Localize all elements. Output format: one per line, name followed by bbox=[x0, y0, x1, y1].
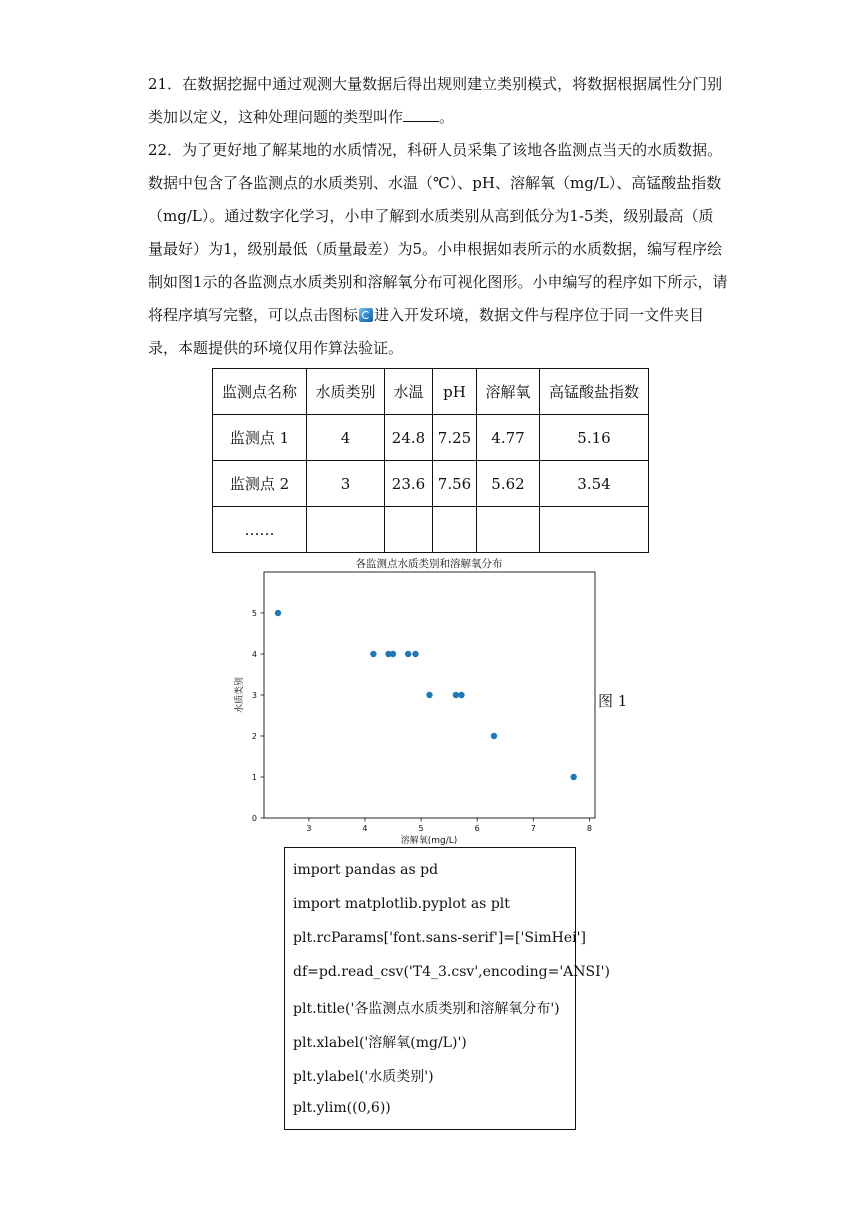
table-row bbox=[213, 415, 649, 461]
q21-text: 21．在数据挖掘中通过观测大量数据后得出规则建立类别模式，将数据根据属性分门别类加以定义，这种处理问题的类型叫作 bbox=[148, 75, 723, 126]
table-cell: 7.25 bbox=[433, 415, 477, 461]
table-cell: …… bbox=[213, 507, 307, 553]
y-tick-label: 1 bbox=[251, 773, 257, 782]
table-cell bbox=[540, 507, 649, 553]
table-cell bbox=[433, 507, 477, 553]
table-cell bbox=[385, 507, 433, 553]
table-cell: 3.54 bbox=[540, 461, 649, 507]
answer-blank[interactable] bbox=[403, 107, 439, 122]
scatter-points bbox=[275, 610, 577, 780]
question-22 bbox=[148, 134, 728, 365]
table-cell: 7.56 bbox=[433, 461, 477, 507]
x-tick-label: 3 bbox=[306, 824, 312, 833]
y-axis-ticks bbox=[252, 609, 264, 823]
table-cell: 监测点 1 bbox=[213, 415, 307, 461]
table-cell: 5.62 bbox=[477, 461, 540, 507]
data-point bbox=[390, 651, 396, 657]
code-line: plt.title('各监测点水质类别和溶解氧分布') bbox=[293, 1001, 560, 1017]
table-row bbox=[213, 461, 649, 507]
table-cell: 3 bbox=[307, 461, 385, 507]
table-cell: 5.16 bbox=[540, 415, 649, 461]
table-cell: 24.8 bbox=[385, 415, 433, 461]
code-line: plt.rcParams['font.sans-serif']=['SimHei'] bbox=[293, 930, 586, 946]
x-axis-label: 溶解氧(mg/L) bbox=[400, 836, 458, 846]
code-line: plt.xlabel('溶解氧(mg/L)') bbox=[293, 1035, 467, 1051]
x-tick-label: 7 bbox=[530, 824, 536, 833]
data-point bbox=[453, 692, 459, 698]
data-point bbox=[275, 610, 281, 616]
code-line: import matplotlib.pyplot as plt bbox=[293, 896, 510, 912]
data-point bbox=[405, 651, 411, 657]
header-cell: 水质类别 bbox=[307, 369, 385, 415]
header-cell: 水温 bbox=[385, 369, 433, 415]
y-tick-label: 3 bbox=[251, 691, 257, 700]
x-tick-label: 8 bbox=[586, 824, 592, 833]
data-point bbox=[458, 692, 464, 698]
data-point bbox=[491, 733, 497, 739]
table-cell: 4 bbox=[307, 415, 385, 461]
header-cell: pH bbox=[433, 369, 477, 415]
table-cell: 23.6 bbox=[385, 461, 433, 507]
header-cell: 高锰酸盐指数 bbox=[540, 369, 649, 415]
y-tick-label: 0 bbox=[251, 814, 257, 823]
data-point bbox=[426, 692, 432, 698]
table-cell bbox=[477, 507, 540, 553]
code-line: df=pd.read_csv('T4_3.csv',encoding='ANSI') bbox=[293, 964, 610, 980]
x-tick-label: 6 bbox=[474, 824, 480, 833]
code-line: plt.ylabel('水质类别') bbox=[293, 1069, 434, 1085]
q22-text: 22．为了更好地了解某地的水质情况，科研人员采集了该地各监测点当天的水质数据。数据中包含了各监测点的水质类别、水温（℃）、pH、溶解氧（mg/L）、高锰酸盐指数（mg/L）。通过数字化学习，小申了解到水质类别从高到低分为1-5类，级别最高（质量最好）为1，级别最低（质量最差）为5。小申根据如表所示的水质数据，编写程序绘制如图1示的各监测点水质类别和溶解氧分布可视化图形。小申编写的程序如下所示，请将程序填写完整，可以点击图标 bbox=[148, 141, 728, 324]
water-quality-table bbox=[212, 368, 649, 553]
header-cell: 溶解氧 bbox=[477, 369, 540, 415]
y-axis-label: 水质类别 bbox=[235, 676, 245, 714]
data-point bbox=[370, 651, 376, 657]
figure-label: 图 1 bbox=[598, 692, 628, 710]
code-box bbox=[284, 847, 610, 1130]
table-cell bbox=[307, 507, 385, 553]
q21-text-end: 。 bbox=[439, 108, 455, 126]
table-cell: 监测点 2 bbox=[213, 461, 307, 507]
x-tick-label: 5 bbox=[418, 824, 424, 833]
code-line: import pandas as pd bbox=[293, 862, 439, 878]
data-point bbox=[412, 651, 418, 657]
x-axis-ticks bbox=[306, 818, 592, 833]
table-row bbox=[213, 507, 649, 553]
x-tick-label: 4 bbox=[362, 824, 368, 833]
header-cell: 监测点名称 bbox=[213, 369, 307, 415]
scatter-chart bbox=[222, 554, 602, 846]
y-tick-label: 4 bbox=[251, 650, 257, 659]
question-21 bbox=[148, 68, 728, 134]
q22-text-end: 进入开发环境，数据文件与程序位于同一文件夹目录，本题提供的环境仅用作算法验证。 bbox=[148, 306, 705, 357]
data-point bbox=[570, 774, 576, 780]
chart-title: 各监测点水质类别和溶解氧分布 bbox=[355, 558, 503, 570]
y-tick-label: 5 bbox=[251, 609, 257, 618]
table-cell: 4.77 bbox=[477, 415, 540, 461]
table-header-row bbox=[213, 369, 649, 415]
dev-environment-icon[interactable] bbox=[359, 308, 373, 322]
y-tick-label: 2 bbox=[251, 732, 257, 741]
code-line: plt.ylim((0,6)) bbox=[293, 1100, 391, 1116]
